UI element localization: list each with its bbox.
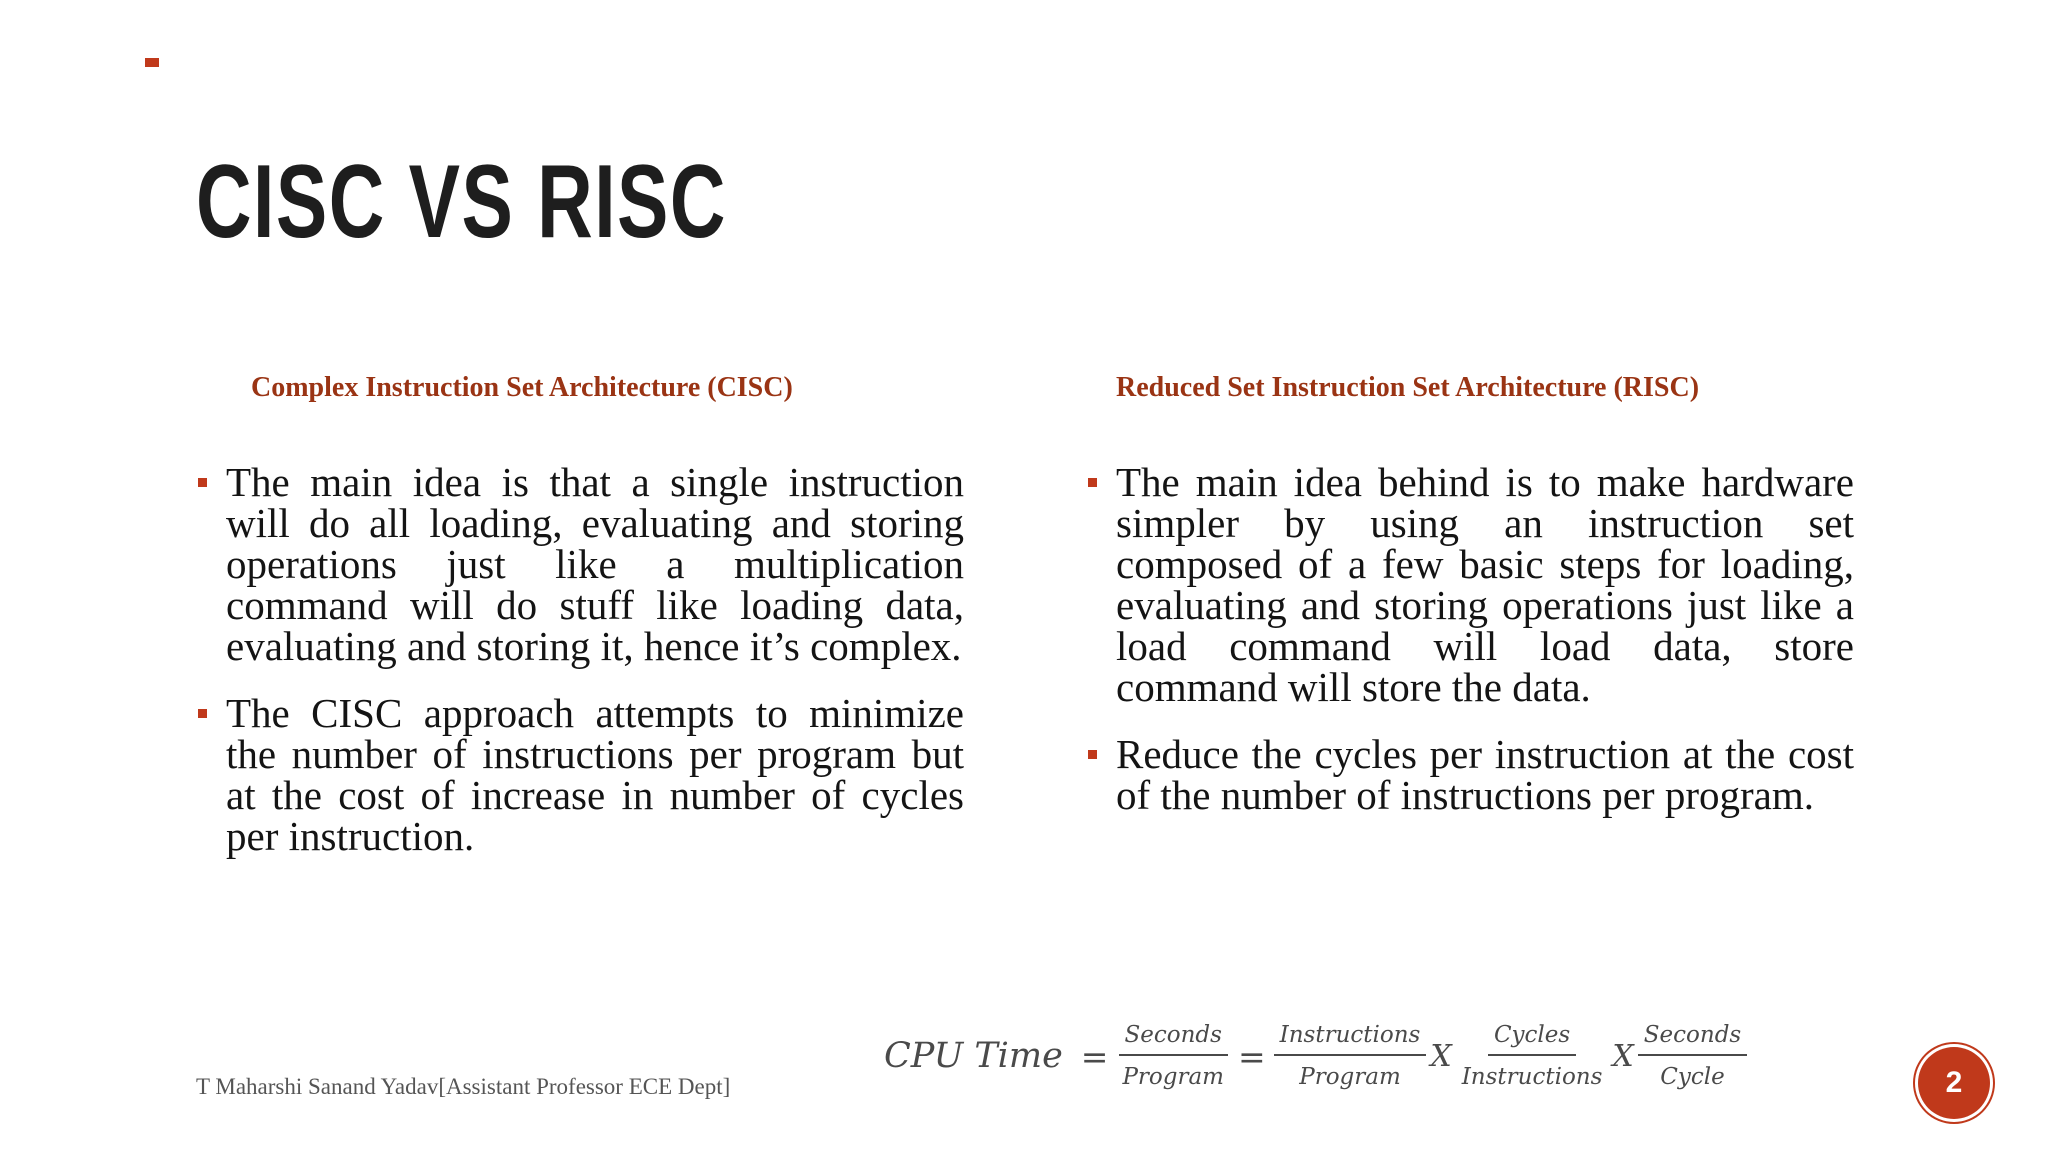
formula-lhs: CPU Time xyxy=(884,1036,1063,1076)
corner-accent-mark xyxy=(145,58,159,67)
footer-author: T Maharshi Sanand Yadav[Assistant Professor ECE Dept] xyxy=(196,1074,731,1099)
risc-heading: Reduced Set Instruction Set Architecture (RISC) xyxy=(1116,372,1700,403)
cisc-bullet-item xyxy=(196,459,964,669)
risc-bullet-item xyxy=(1086,459,1854,710)
risc-bullet-item xyxy=(1086,731,1854,818)
square-bullet-icon xyxy=(198,478,207,487)
cpu-time-formula xyxy=(884,1018,1747,1094)
formula-fraction xyxy=(1116,1021,1230,1090)
formula-equals: = xyxy=(1080,1036,1109,1076)
formula-fraction xyxy=(1638,1021,1747,1090)
fraction-numerator: Seconds xyxy=(1638,1024,1747,1056)
formula-times: X xyxy=(1612,1038,1634,1074)
fraction-denominator: Program xyxy=(1299,1063,1401,1090)
formula-fraction xyxy=(1274,1021,1427,1090)
cisc-bullet-text: The main idea is that a single instruction will do all loading, evaluating and storing operations just like a multiplication command will do stuff like loading data, evaluating and storing it, hence it’s complex. xyxy=(226,459,964,669)
formula-equals: = xyxy=(1238,1036,1266,1076)
formula-times: X xyxy=(1430,1038,1452,1074)
square-bullet-icon xyxy=(198,709,207,718)
page-number-badge: 2 xyxy=(1918,1047,1990,1119)
square-bullet-icon xyxy=(1088,478,1097,487)
fraction-denominator: Instructions xyxy=(1461,1063,1603,1090)
cisc-heading: Complex Instruction Set Architecture (CISC) xyxy=(251,372,793,403)
risc-bullet-text: Reduce the cycles per instruction at the cost of the number of instructions per program. xyxy=(1116,731,1854,818)
cisc-bullet-text: The CISC approach attempts to minimize the number of instructions per program but at the cost of increase in number of cycles per instruction. xyxy=(226,690,964,859)
fraction-denominator: Program xyxy=(1122,1063,1224,1090)
risc-bullet-text: The main idea behind is to make hardware simpler by using an instruction set composed of a few basic steps for loading, evaluating and storing operations just like a load command will load data, store command will store the data. xyxy=(1116,459,1854,710)
formula-fraction xyxy=(1456,1021,1609,1090)
cisc-bullet-item xyxy=(196,690,964,859)
risc-bullet-list xyxy=(1086,459,1854,842)
fraction-denominator: Cycle xyxy=(1660,1063,1725,1090)
square-bullet-icon xyxy=(1088,750,1097,759)
cisc-bullet-list xyxy=(196,459,964,883)
fraction-numerator: Cycles xyxy=(1488,1024,1576,1056)
fraction-numerator: Seconds xyxy=(1119,1024,1228,1056)
slide-title: CISC VS RISC xyxy=(196,144,727,260)
fraction-numerator: Instructions xyxy=(1274,1024,1427,1056)
